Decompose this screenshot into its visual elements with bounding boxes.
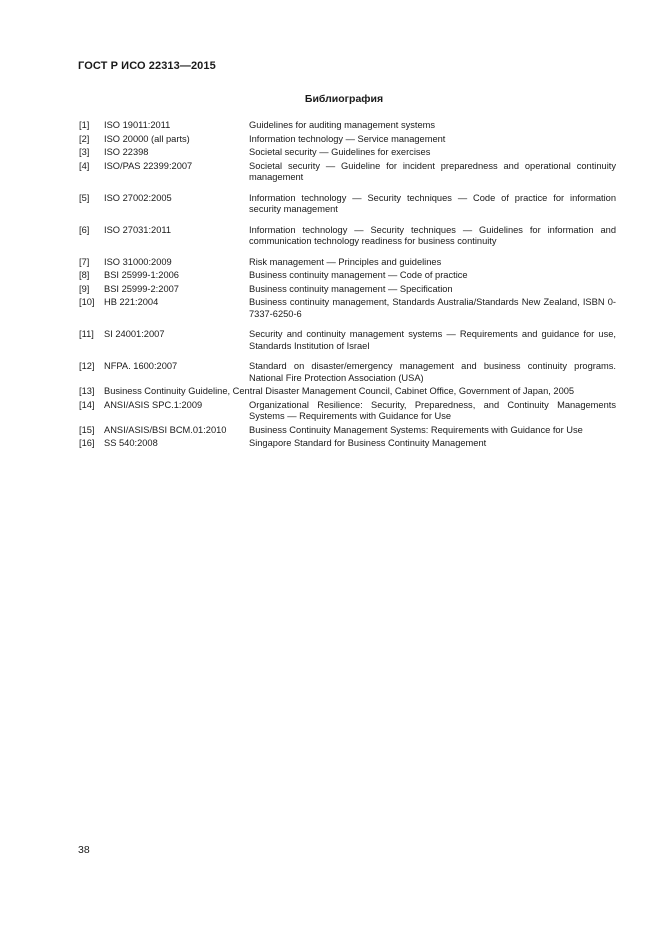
entry-description: Information technology — Security techniques — Guidelines for information and communication technology readiness for business continuity	[249, 224, 616, 246]
entry-description: Business continuity management — Specification	[249, 283, 453, 294]
entry-standard-code: ISO 31000:2009	[104, 256, 172, 267]
page-number: 38	[78, 844, 90, 856]
entry-description: Standard on disaster/emergency management and business continuity programs. National Fire Protection Association (USA)	[249, 361, 616, 383]
entry-number: [5]	[79, 192, 90, 203]
entry-description: Guidelines for auditing management systems	[249, 120, 436, 130]
entry-description: Business continuity management — Code of practice	[249, 270, 468, 280]
entry-description: Security and continuity management systems — Requirements and guidance for use, Standards Institution of Israel	[249, 329, 616, 351]
entry-description: Societal security — Guidelines for exercises	[249, 147, 431, 157]
bibliography-entry	[79, 225, 616, 248]
entry-description: Societal security — Guideline for incident preparedness and operational continuity management	[249, 160, 616, 182]
entry-number: [9]	[79, 283, 90, 294]
entry-number: [13]	[79, 386, 95, 396]
entry-number: [14]	[79, 399, 95, 410]
entry-description: Information technology — Service management	[249, 133, 446, 144]
entry-number: [6]	[79, 224, 90, 235]
bibliography-entry	[79, 270, 616, 282]
entry-number: [3]	[79, 147, 90, 157]
entry-number: [4]	[79, 160, 90, 171]
bibliography-entry	[79, 438, 616, 450]
entry-number: [16]	[79, 438, 95, 448]
entry-standard-code: ISO 22398	[104, 147, 149, 157]
bibliography-entry	[79, 193, 616, 216]
entry-number: [2]	[79, 133, 90, 144]
entry-full-citation: Business Continuity Guideline, Central Disaster Management Council, Cabinet Office, Government of Japan, 2005	[104, 386, 575, 396]
entry-standard-code: SS 540:2008	[104, 438, 158, 448]
bibliography-entry	[79, 257, 616, 269]
entry-standard-code: SI 24001:2007	[104, 329, 165, 339]
entry-description: Singapore Standard for Business Continuity Management	[249, 438, 487, 448]
bibliography-entry	[79, 386, 616, 398]
bibliography-entry	[79, 361, 616, 384]
entry-number: [11]	[79, 329, 94, 339]
entry-standard-code: ISO 27031:2011	[104, 224, 172, 235]
entry-standard-code: ISO 19011:2011	[104, 120, 171, 130]
entry-description: Information technology — Security techniques — Code of practice for information security management	[249, 192, 616, 214]
entry-standard-code: HB 221:2004	[104, 297, 159, 307]
entry-number: [10]	[79, 297, 95, 307]
bibliography-entry	[79, 329, 616, 352]
entry-description: Business Continuity Management Systems: Requirements with Guidance for Use	[249, 424, 583, 435]
entry-standard-code: BSI 25999-1:2006	[104, 270, 179, 280]
entry-standard-code: BSI 25999-2:2007	[104, 283, 179, 294]
entry-standard-code: ANSI/ASIS SPC.1:2009	[104, 399, 203, 410]
bibliography-entry	[79, 425, 616, 437]
entry-number: [1]	[79, 120, 90, 130]
entry-standard-code: ISO/PAS 22399:2007	[104, 160, 193, 171]
entry-standard-code: ISO 27002:2005	[104, 192, 172, 203]
bibliography-entry	[79, 147, 616, 159]
bibliography-list	[79, 120, 616, 452]
bibliography-entry	[79, 134, 616, 146]
page-title: Библиография	[304, 93, 384, 105]
entry-description: Risk management — Principles and guidelines	[249, 256, 442, 267]
entry-description: Organizational Resilience: Security, Preparedness, and Continuity Managements Systems — Requirements with Guidance for Use	[249, 399, 616, 421]
entry-number: [7]	[79, 256, 90, 267]
bibliography-entry	[79, 284, 616, 296]
entry-standard-code: ISO 20000 (all parts)	[104, 133, 190, 144]
entry-standard-code: NFPA. 1600:2007	[104, 361, 178, 371]
entry-number: [8]	[79, 270, 90, 280]
bibliography-entry	[79, 400, 616, 423]
bibliography-entry	[79, 120, 616, 132]
entry-number: [12]	[79, 361, 95, 371]
bibliography-entry	[79, 161, 616, 184]
entry-standard-code: ANSI/ASIS/BSI BCM.01:2010	[104, 424, 227, 435]
entry-number: [15]	[79, 424, 95, 435]
bibliography-entry	[79, 297, 616, 320]
entry-description: Business continuity management, Standards Australia/Standards New Zealand, ISBN 0-7337-6250-6	[249, 297, 616, 319]
document-header: ГОСТ Р ИСО 22313—2015	[78, 60, 216, 72]
